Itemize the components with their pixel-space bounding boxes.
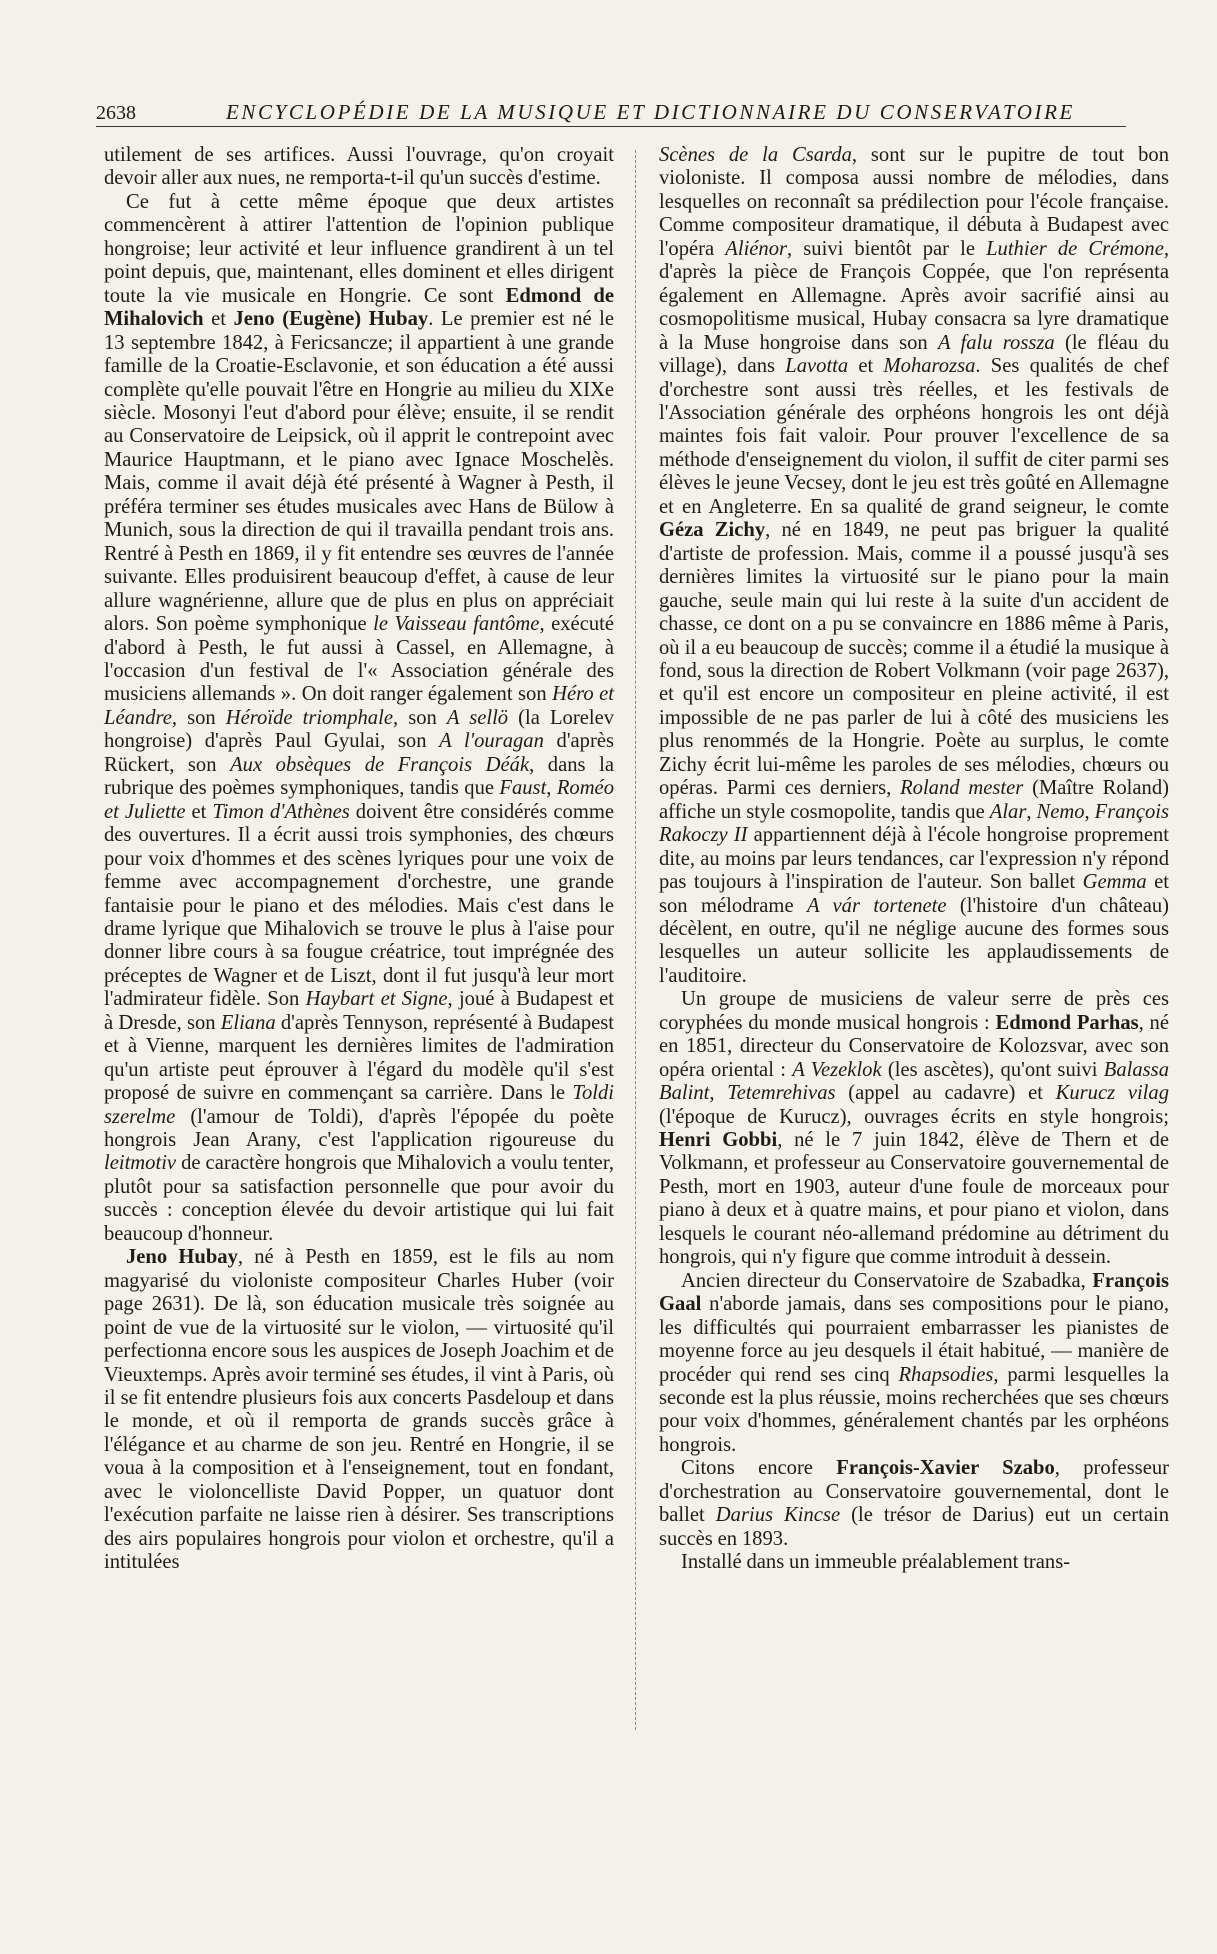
work-title: Aliénor [725,237,788,260]
work-title: Darius Kincse [715,1504,841,1527]
work-title: Moharozsa [883,355,976,378]
work-title: Kurucz vilag [1055,1082,1169,1105]
work-title: Toldi szerelme [104,1082,614,1128]
work-title: Gemma [1082,871,1147,894]
person-name: Jeno Hubay [126,1246,238,1269]
person-name: Edmond Parhas [995,1011,1139,1034]
page-header [96,96,1126,127]
work-title: Haybart et Signe [305,988,448,1011]
page-number: 2638 [96,102,136,124]
column-divider [635,150,636,1730]
paragraph: Ce fut à cette même époque que deux artistes commencèrent à attirer l'attention de l'opinion publique hongroise; leur activité et leur influence grandirent à un tel point depuis, que, maintenant, elles dominent et elles dirigent toute la vie musicale en Hongrie. Ce sont Edmond de Mihalovich et Jeno (Eugène) Hubay. Le premier est né le 13 septembre 1842, à Fericsancze; il appartient à une grande famille de la Croatie-Esclavonie, et son éducation a été aussi complète qu'elle pouvait l'être en Hongrie au milieu du XIXe siècle. Mosonyi l'eut d'abord pour élève; ensuite, il se rendit au Conservatoire de Leipsick, où il apprit le contrepoint avec Maurice Hauptmann, et le piano avec Ignace Moschelès. Mais, comme il avait déjà été présenté à Wagner à Pesth, il préféra terminer ses études musicales avec Hans de Bülow à Munich, sous la direction de qui il travailla pendant trois ans. Rentré à Pesth en 1869, il y fit entendre ses œuvres de l'année suivante. Elles produisirent beaucoup d'effet, à cause de leur allure wagnérienne, allure que de plus en plus on appréciait alors. Son poème symphonique le Vaisseau fantôme, exécuté d'abord à Pesth, le fut aussi à Cassel, en Allemagne, à l'occasion d'un festival de l'« Association générale des musiciens allemands ». On doit ranger également son Héro et Léandre, son Héroïde triomphale, son A sellö (la Lorelev hongroise) d'après Paul Gyulai, son A l'ouragan d'après Rückert, son Aux obsèques de François Déák, dans la rubrique des poèmes symphoniques, tandis que Faust, Roméo et Juliette et Timon d'Athènes doivent être considérés comme des ouvertures. Il a écrit aussi trois symphonies, des chœurs pour voix d'hommes et des scènes lyriques pour une voix de femme avec accompagnement d'orchestre, une grande fantaisie pour le piano et des mélodies. Mais c'est dans le drame lyrique que Mihalovich se trouve le plus à l'aise pour donner libre cours à sa fougue créatrice, tout imprégnée des préceptes de Wagner et de Liszt, dont il fut jusqu'à leur mort l'admirateur fidèle. Son Haybart et Signe, joué à Budapest et à Dresde, son Eliana d'après Tennyson, représenté à Budapest et à Vienne, marquent les dernières limites de l'admiration qu'un artiste peut éprouver à l'égard du modèle qu'il s'est proposé de suivre en commençant sa carrière. Dans le Toldi szerelme (l'amour de Toldi), d'après l'épopée du poète hongrois Jean Arany, c'est l'application rigoureuse du leitmotiv de caractère hongrois que Mihalovich a voulu tenter, plutôt pour sa satisfaction personnelle que pour avoir du succès : conception élevée du devoir artistique qui lui fait beaucoup d'honneur. [104,190,615,1245]
work-title: Balassa Balint [659,1058,1169,1105]
work-title: A sellö [446,706,509,729]
person-name: Géza Zichy [659,519,766,542]
paragraph: Un groupe de musiciens de valeur serre de près ces coryphées du monde musical hongrois : Edmond Parhas, né en 1851, directeur du Conservatoire de Kolozsvar, avec son opéra oriental : A Vezeklok (les ascètes), qu'ont suivi Balassa Balint, Tetemrehivas (appel au cadavre) et Kurucz vilag (l'époque de Kurucz), ouvrages écrits en style hongrois; Henri Gobbi, né le 7 juin 1842, élève de Thern et de Volkmann, et professeur au Conservatoire gouvernemental de Pesth, mort en 1903, auteur d'une foule de morceaux pour piano à deux et à quatre mains, et pour piano et violon, dans lesquels le courant néo-allemand prédomine au détriment du hongrois, qui n'y figure que comme introduit à dessein. [659,988,1169,1269]
right-column [659,144,1169,1575]
work-title: Roland mester [900,777,1024,800]
term: leitmotiv [104,1152,177,1175]
work-title: Eliana [220,1011,276,1034]
person-name: Edmond de Mihalovich [104,284,614,331]
work-title: Héro et Léandre [104,683,614,729]
work-title: Faust [499,777,547,800]
work-title: François Rakoczy II [659,800,1170,847]
paragraph: Jeno Hubay, né à Pesth en 1859, est le fils au nom magyarisé du violoniste compositeur Charles Huber (voir page 2631). De là, son éducation musicale très soignée au point de vue de la virtuosité sur le violon, — virtuosité qu'il perfectionna encore sous les auspices de Joseph Joachim et de Vieuxtemps. Après avoir terminé ses études, il vint à Paris, où il se fit entendre plusieurs fois aux concerts Pasdeloup et dans le monde, et où il remporta de grands succès grâce à l'élégance et au charme de son jeu. Rentré en Hongrie, il se voua à la composition et à l'enseignement, tout en fondant, avec le violoncelliste David Popper, un quatuor dont l'exécution parfaite ne laisse rien à désirer. Ses transcriptions des airs populaires hongrois pour violon et orchestre, qu'il a intitulées [104,1246,615,1574]
work-title: Aux obsèques de François Déák [230,753,530,776]
work-title: Roméo et Juliette [104,777,614,823]
work-title: Rhapsodies [898,1363,994,1386]
person-name: Jeno (Eugène) Hubay [233,308,429,331]
paragraph: Installé dans un immeuble préalablement trans- [681,1551,1071,1574]
person-name: François-Xavier Szabo [836,1457,1055,1480]
work-title: Tetemrehivas [727,1082,836,1105]
work-title: A l'ouragan [439,730,544,753]
paragraph: Citons encore François-Xavier Szabo, professeur d'orchestration au Conservatoire gouvernemental, dont le ballet Darius Kincse (le trésor de Darius) eut un certain succès en 1893. [659,1457,1169,1550]
work-title: A Vezeklok [792,1058,882,1081]
work-title: Nemo [1036,800,1085,823]
person-name: François Gaal [659,1269,1169,1316]
work-title: Alar [989,800,1027,823]
paragraph: Scènes de la Csarda, sont sur le pupitre de tout bon violoniste. Il composa aussi nombre de mélodies, dans lesquelles on reconnaît sa prédilection pour l'école française. Comme compositeur dramatique, il débuta à Budapest avec l'opéra Aliénor, suivi bientôt par le Luthier de Crémone, d'après la pièce de François Coppée, que l'on représenta également en Allemagne. Après avoir sacrifié ainsi au cosmopolitisme musical, Hubay consacra sa lyre dramatique à la Muse hongroise dans son A falu rossza (le fléau du village), dans Lavotta et Moharozsa. Ses qualités de chef d'orchestre sont aussi très réelles, et les festivals de l'Association générale des orphéons hongrois les ont déjà maintes fois fait valoir. Pour prouver l'excellence de sa méthode d'enseignement du violon, il suffit de citer parmi ses élèves le jeune Vecsey, dont le jeu est très goûté en Allemagne et en Angleterre. En sa qualité de grand seigneur, le comte Géza Zichy, né en 1849, ne peut pas briguer la qualité d'artiste de profession. Mais, comme il a poussé jusqu'à ses dernières limites la virtuosité sur le piano pour la main gauche, seule main qui lui reste à la suite d'un accident de chasse, ce dont on a pu se convaincre en 1886 même à Paris, où il a eu beaucoup de succès; comme il a étudié la musique à fond, sous la direction de Robert Volkmann (voir page 2637), et qu'il est encore un compositeur en pleine activité, il est impossible de ne pas parler de lui à côté des musiciens les plus renommés de la Hongrie. Poète au surplus, le comte Zichy écrit lui-même les paroles de ses mélodies, chœurs ou opéras. Parmi ces derniers, Roland mester (Maître Roland) affiche un style cosmopolite, tandis que Alar, Nemo, François Rakoczy II appartiennent déjà à l'école hongroise proprement dite, au moins par leurs tendances, car l'expression n'y répond pas toujours à l'inspiration de l'auteur. Son ballet Gemma et son mélodrame A vár tortenete (l'histoire d'un château) décèlent, en outre, qu'il ne néglige aucune des formes sous lesquelles un auteur sollicite les applaudissements de l'auditoire. [659,144,1170,987]
work-title: A falu rossza [938,331,1055,354]
work-title: Scènes de la Csarda [659,144,852,166]
running-title: ENCYCLOPÉDIE DE LA MUSIQUE ET DICTIONNAIRE DU CONSERVATOIRE [226,100,1075,124]
work-title: Héroïde triomphale [225,706,393,729]
paragraph: utilement de ses artifices. Aussi l'ouvrage, qu'on croyait devoir aller aux nues, ne remporta-t-il qu'un succès d'estime. [104,144,614,190]
work-title: Lavotta [785,355,849,378]
work-title: Luthier de Crémone [986,237,1164,260]
work-title: Timon d'Athènes [212,800,350,823]
person-name: Henri Gobbi [659,1129,778,1152]
left-column [104,144,614,1575]
work-title: le Vaisseau fantôme [373,613,540,636]
paragraph: Ancien directeur du Conservatoire de Szabadka, François Gaal n'aborde jamais, dans ses compositions pour le piano, les difficultés qui pourraient embarrasser les pianistes de moyenne force au jeu desquels il était habitué, — manière de procéder qui rend ses cinq Rhapsodies, parmi lesquelles la seconde est la plus réussie, moins recherchées que ses chœurs pour voix d'hommes, généralement chantés par les orphéons hongrois. [659,1269,1169,1456]
work-title: A vár tortenete [806,894,947,917]
